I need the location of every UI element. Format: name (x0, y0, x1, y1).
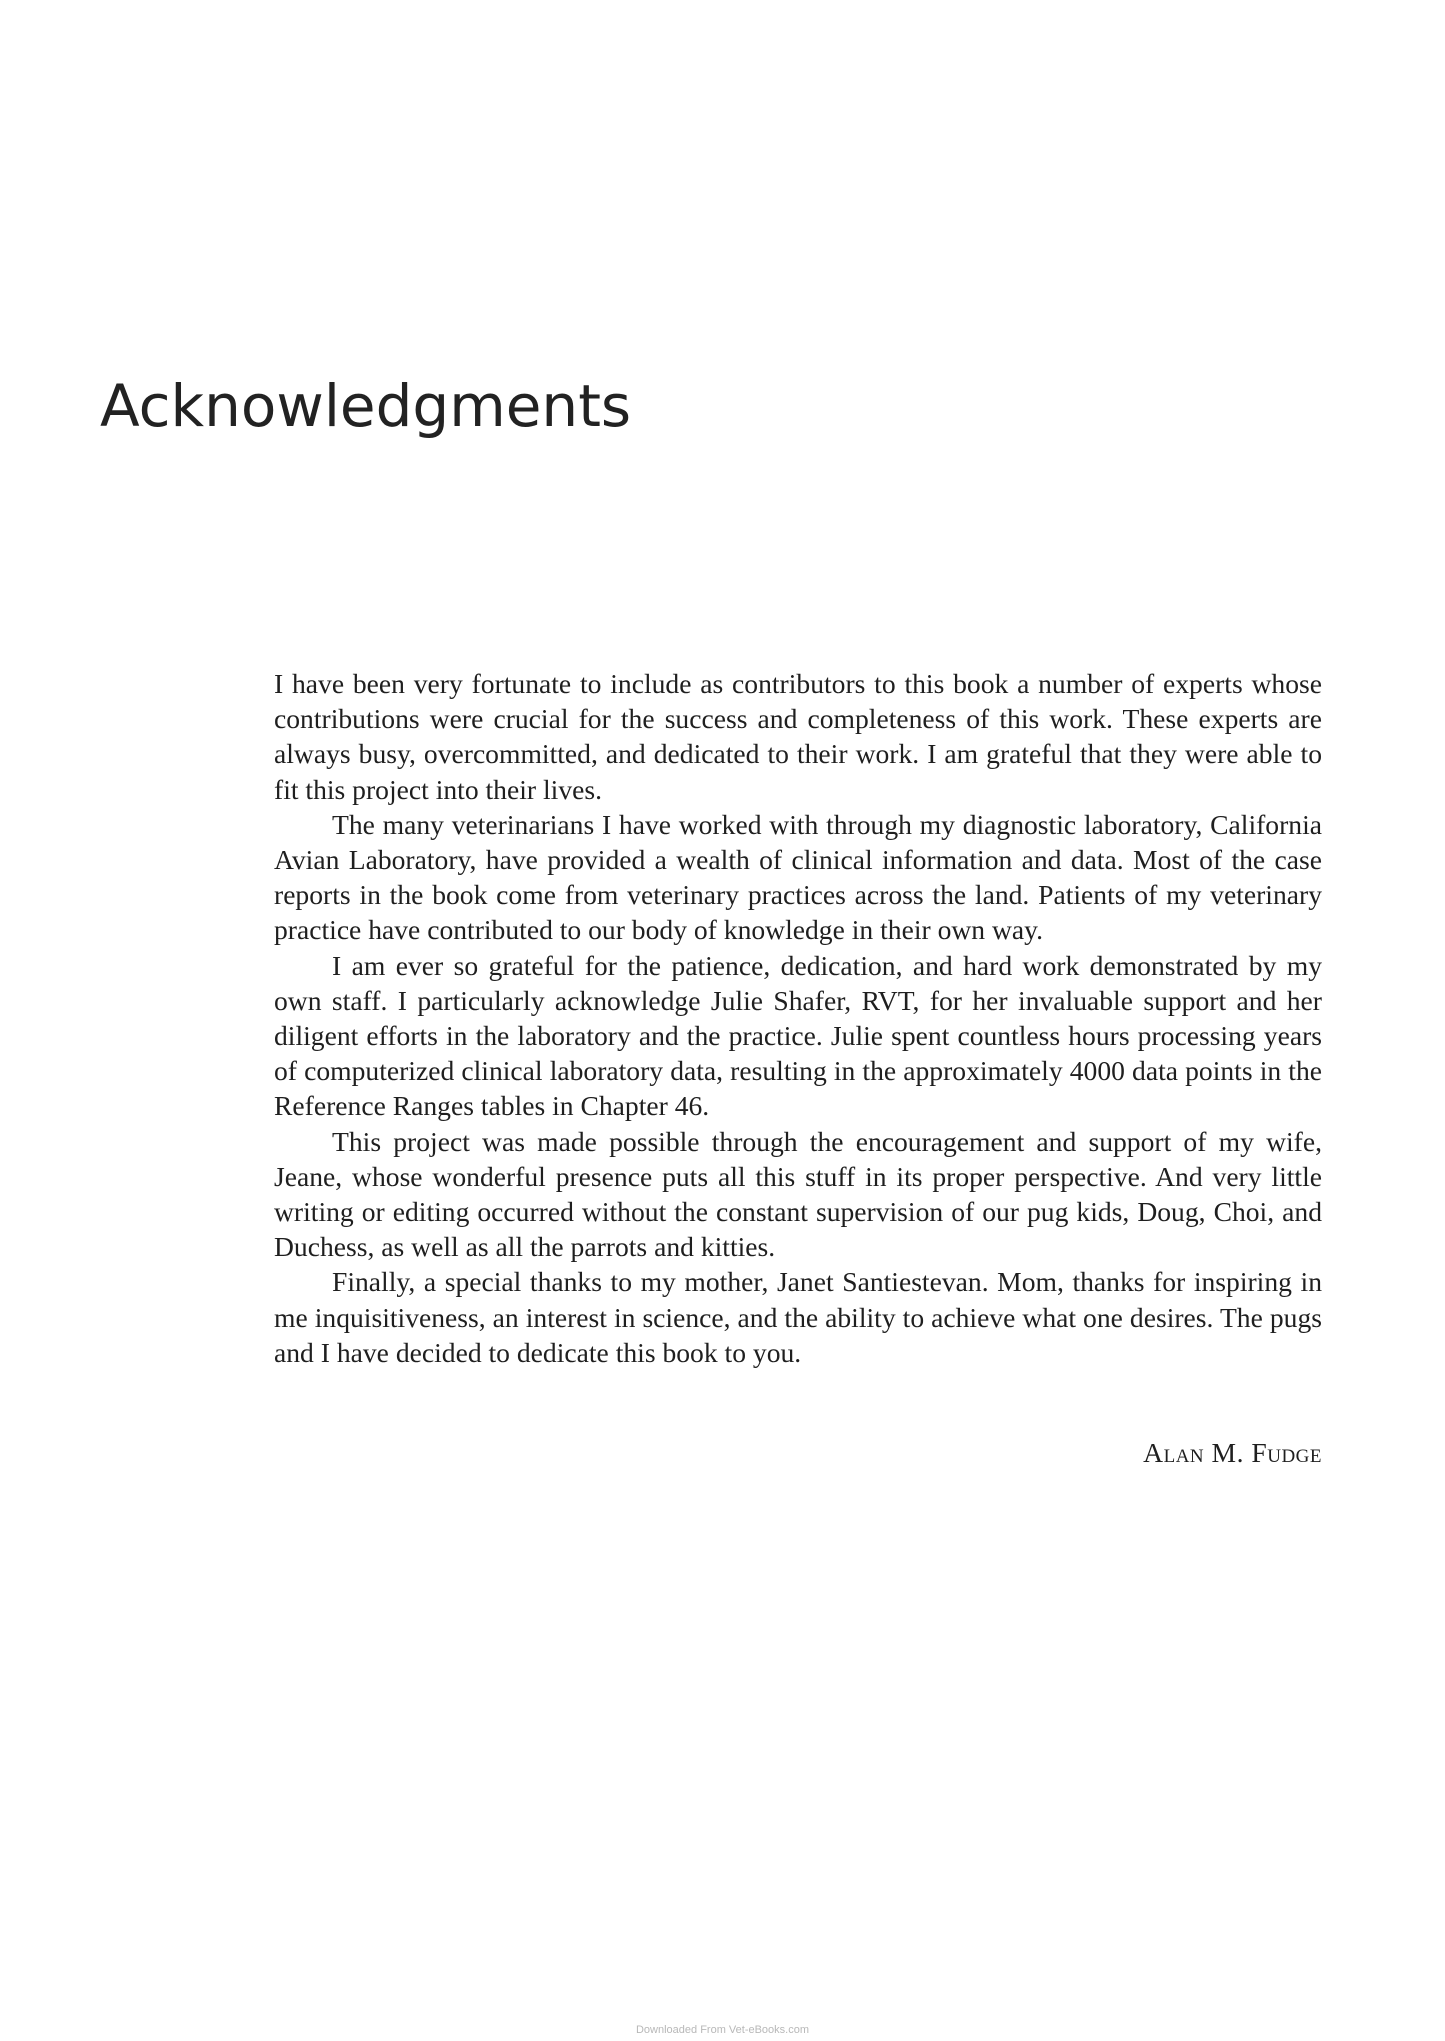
paragraph-2: The many veterinarians I have worked with through my diagnostic laboratory, California Avian Laboratory, have provided a wealth of clinical information and data. Most of the case reports in the book come from veterinary practices across the land. Patients of my veterinary practice have contributed to our body of knowledge in their own way. (274, 808, 1322, 946)
author-signature: Alan M. Fudge (1143, 1437, 1322, 1468)
download-source-footer: Downloaded From Vet-eBooks.com (635, 2024, 810, 2036)
paragraph-3: I am ever so grateful for the patience, dedication, and hard work demonstrated by my own staff. I particularly acknowledge Julie Shafer, RVT, for her invaluable support and her diligent efforts in the laboratory and the practice. Julie spent countless hours processing years of computerized clinical laboratory data, resulting in the approximately 4000 data points in the Reference Ranges tables in Chapter 46. (274, 949, 1322, 1122)
page-title: Acknowledgments (100, 372, 632, 440)
paragraph-1: I have been very fortunate to include as contributors to this book a number of experts whose contributions were crucial for the success and completeness of this work. These experts are always busy, overcommitted, and dedicated to their work. I am grateful that they were able to fit this project into their lives. (274, 668, 1322, 805)
paragraph-5: Finally, a special thanks to my mother, Janet Santiestevan. Mom, thanks for inspiring in me inquisitiveness, an interest in science, and the ability to achieve what one desires. The pugs and I have decided to dedicate this book to you. (274, 1266, 1322, 1368)
paragraph-4: This project was made possible through the encouragement and support of my wife, Jeane, whose wonderful presence puts all this stuff in its proper perspective. And very little writing or editing occurred without the constant supervision of our pug kids, Doug, Choi, and Duchess, as well as all the parrots and kitties. (274, 1125, 1322, 1263)
acknowledgment-body (274, 666, 1322, 1370)
